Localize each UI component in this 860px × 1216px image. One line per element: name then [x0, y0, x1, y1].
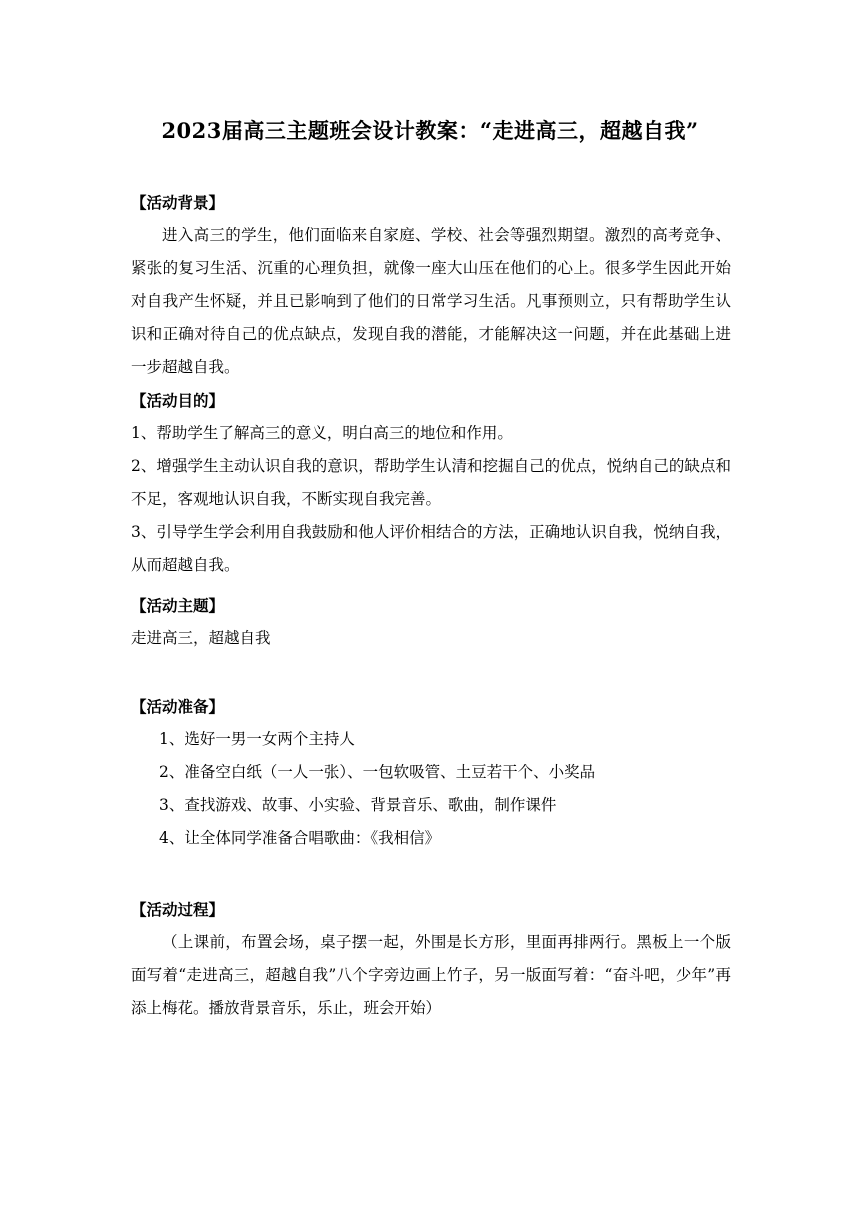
preparation-item: 2、准备空白纸（一人一张）、一包软吸管、土豆若干个、小奖品	[159, 763, 596, 781]
preparation-item: 4、让全体同学准备合唱歌曲：《我相信》	[159, 829, 441, 847]
preparation-item: 1、选好一男一女两个主持人	[159, 730, 355, 748]
section-process	[131, 893, 731, 1025]
theme-heading: 【活动主题】	[131, 596, 225, 615]
section-preparation	[131, 690, 731, 855]
section-background	[131, 186, 731, 384]
document-title: 2023届高三主题班会设计教案：“走进高三，超越自我”	[161, 118, 699, 143]
purpose-item: 1、帮助学生了解高三的意义，明白高三的地位和作用。	[131, 424, 513, 442]
background-paragraph: 进入高三的学生，他们面临来自家庭、学校、社会等强烈期望。激烈的高考竞争、紧张的复习生活、沉重的心理负担，就像一座大山压在他们的心上。很多学生因此开始对自我产生怀疑，并且已影响到了他们的日常学习生活。凡事预则立，只有帮助学生认识和正确对待自己的优点缺点，发现自我的潜能，才能解决这一问题，并在此基础上进一步超越自我。	[131, 226, 731, 376]
theme-text: 走进高三，超越自我	[131, 629, 271, 647]
purpose-item: 2、增强学生主动认识自我的意识，帮助学生认清和挖掘自己的优点，悦纳自己的缺点和不足，客观地认识自我，不断实现自我完善。	[131, 457, 731, 508]
section-purpose	[131, 384, 731, 582]
purpose-heading: 【活动目的】	[131, 391, 225, 410]
process-paragraph: （上课前，布置会场，桌子摆一起，外围是长方形，里面再排两行。黑板上一个版面写着“走进高三，超越自我”八个字旁边画上竹子，另一版面写着：“奋斗吧，少年”再添上梅花。播放背景音乐，乐止，班会开始）	[131, 933, 731, 1017]
background-heading: 【活动背景】	[131, 193, 225, 212]
preparation-heading: 【活动准备】	[131, 697, 225, 716]
section-theme	[131, 589, 731, 655]
purpose-item: 3、引导学生学会利用自我鼓励和他人评价相结合的方法，正确地认识自我，悦纳自我，从而超越自我。	[131, 523, 731, 574]
preparation-item: 3、查找游戏、故事、小实验、背景音乐、歌曲，制作课件	[159, 796, 557, 814]
process-heading: 【活动过程】	[131, 900, 225, 919]
